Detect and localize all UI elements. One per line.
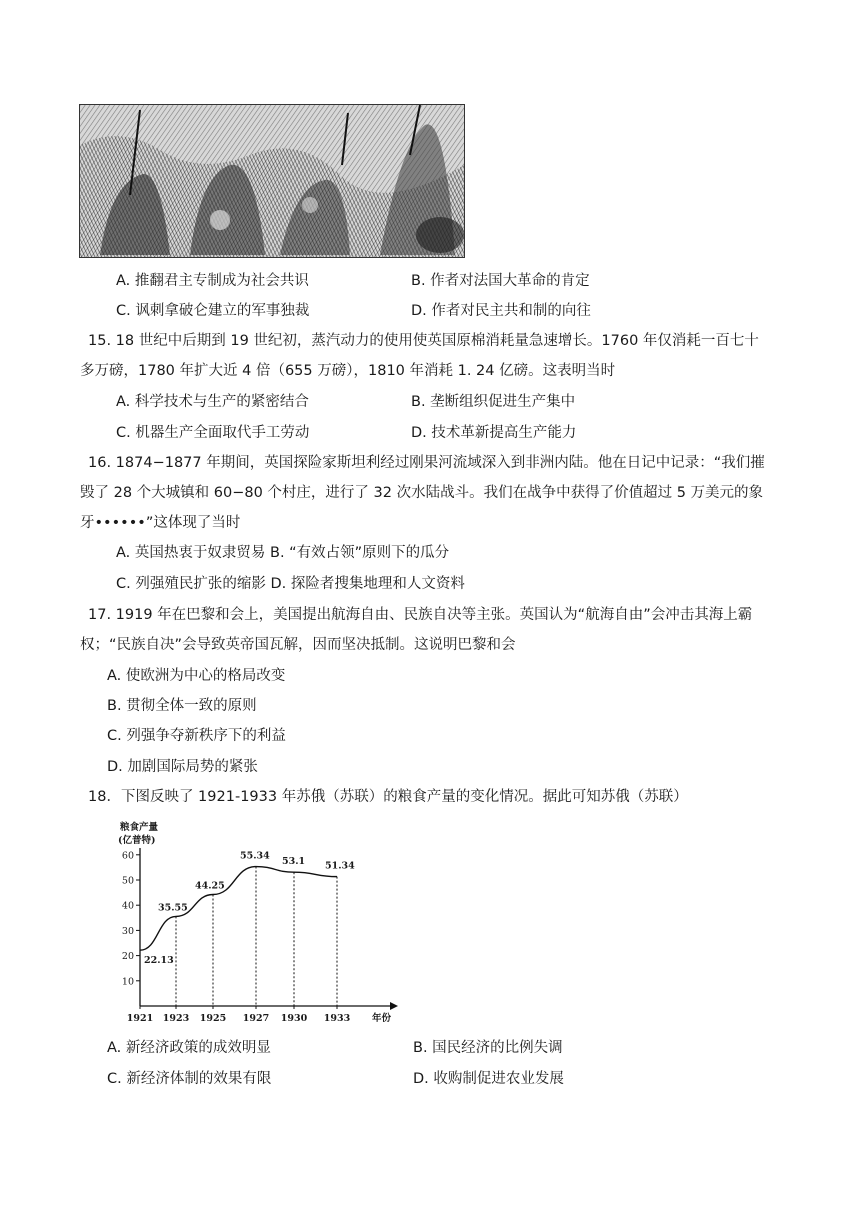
y-tick-label: 30 [121, 925, 134, 937]
q15-stem-line2: 多万磅，1780 年扩大近 4 倍（655 万磅），1810 年消耗 1. 24 亿磅。这表明当时 [80, 363, 616, 379]
q16-stem-line3: 牙••••••”这体现了当时 [80, 515, 241, 531]
data-label: 35.55 [158, 902, 188, 914]
q17-option-d: D. 加剧国际局势的紧张 [107, 759, 258, 775]
data-label: 55.34 [240, 850, 270, 862]
y-tick-label: 10 [121, 976, 134, 988]
q14-option-a: A. 推翻君主专制成为社会共识 [116, 273, 309, 289]
q17-stem-line2: 权；“民族自决”会导致英帝国瓦解，因而坚决抵制。这说明巴黎和会 [80, 637, 516, 653]
q14-option-c: C. 讽刺拿破仑建立的军事独裁 [116, 303, 310, 319]
q15-option-b: B. 垄断组织促进生产集中 [411, 394, 576, 410]
q17-stem-line1: 17. 1919 年在巴黎和会上，美国提出航海自由、民族自决等主张。英国认为“航海自由”会冲击其海上霸 [88, 607, 753, 623]
q16-options-cd: C. 列强殖民扩张的缩影 D. 探险者搜集地理和人文资料 [116, 576, 465, 592]
q16-options-ab: A. 英国热衷于奴隶贸易 B. “有效占领”原则下的瓜分 [116, 545, 450, 561]
x-tick-label: 1930 [280, 1013, 308, 1024]
x-axis-arrow [390, 1002, 398, 1010]
q15-option-a: A. 科学技术与生产的紧密结合 [116, 394, 309, 410]
q18-option-b: B. 国民经济的比例失调 [413, 1040, 563, 1056]
q18-stem: 18．下图反映了 1921-1933 年苏俄（苏联）的粮食产量的变化情况。据此可知苏俄（苏联） [88, 789, 688, 805]
q18-option-d: D. 收购制促进农业发展 [413, 1071, 564, 1087]
data-label: 53.1 [282, 856, 306, 868]
revolution-engraving-image [79, 104, 465, 258]
x-tick-label: 1923 [162, 1013, 190, 1024]
q17-option-b: B. 贯彻全体一致的原则 [107, 698, 257, 714]
y-tick-label: 40 [121, 900, 134, 912]
y-tick-label: 60 [121, 850, 134, 862]
x-tick-label: 1921 [126, 1013, 154, 1024]
q17-option-a: A. 使欧洲为中心的格局改变 [107, 668, 286, 684]
x-tick-label: 1927 [242, 1013, 270, 1024]
data-label: 22.13 [144, 955, 174, 967]
x-axis-label: 年份 [372, 1013, 392, 1024]
data-label: 51.34 [325, 860, 355, 872]
q18-option-a: A. 新经济政策的成效明显 [107, 1040, 271, 1056]
y-tick-label: 20 [121, 951, 134, 963]
q14-option-b: B. 作者对法国大革命的肯定 [411, 273, 590, 289]
y-tick-label: 50 [121, 875, 134, 887]
x-tick-label: 1933 [323, 1013, 351, 1024]
q14-option-d: D. 作者对民主共和制的向往 [411, 303, 591, 319]
grain-output-chart [118, 818, 408, 1030]
q18-option-c: C. 新经济体制的效果有限 [107, 1071, 272, 1087]
y-axis-label-line2: (亿普特) [118, 835, 156, 846]
q15-stem-line1: 15. 18 世纪中后期到 19 世纪初，蒸汽动力的使用使英国原棉消耗量急速增长。1760 年仅消耗一百七十 [88, 333, 759, 349]
q16-stem-line1: 16. 1874−1877 年期间，英国探险家斯坦利经过刚果河流域深入到非洲内陆。他在日记中记录：“我们摧 [88, 455, 765, 471]
data-label: 44.25 [195, 880, 225, 892]
q15-option-c: C. 机器生产全面取代手工劳动 [116, 425, 310, 441]
q17-option-c: C. 列强争夺新秩序下的利益 [107, 728, 286, 744]
x-tick-label: 1925 [199, 1013, 227, 1024]
q16-stem-line2: 毁了 28 个大城镇和 60−80 个村庄，进行了 32 次水陆战斗。我们在战争中获得了价值超过 5 万美元的象 [80, 485, 764, 501]
q15-option-d: D. 技术革新提高生产能力 [411, 425, 577, 441]
y-axis-label-line1: 粮食产量 [120, 822, 159, 833]
